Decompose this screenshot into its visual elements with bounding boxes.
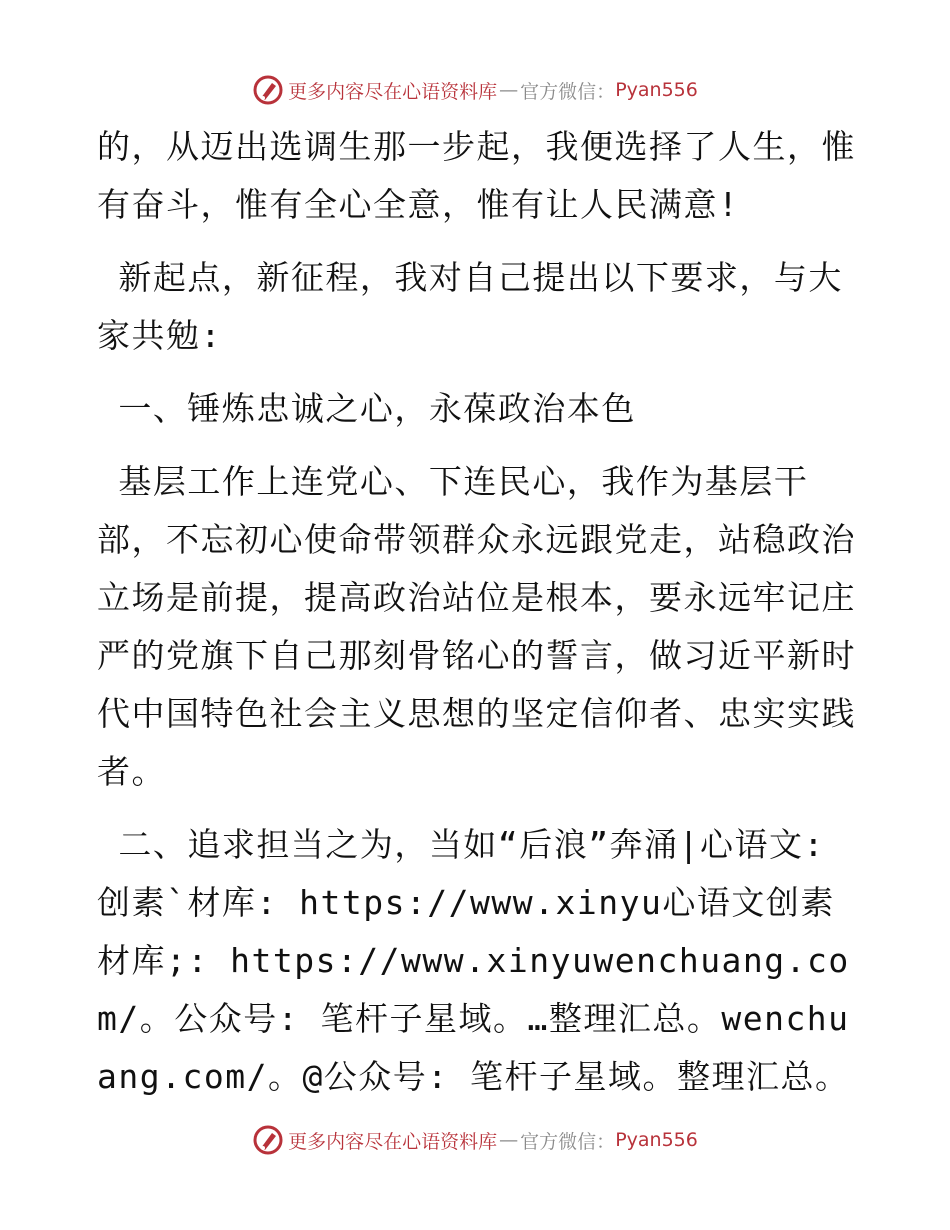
- header-watermark-banner: [0, 70, 950, 110]
- section-heading-1: 一、锤炼忠诚之心，永葆政治本色: [97, 389, 636, 428]
- footer-watermark-banner: [0, 1120, 950, 1160]
- banner-site-text: 更多内容尽在心语资料库: [288, 1130, 498, 1153]
- banner-site-text: 更多内容尽在心语资料库: [288, 80, 498, 103]
- document-body: [97, 118, 857, 1121]
- banner-wechat-id: Pyan556: [615, 79, 698, 101]
- pen-nib-logo-icon: [252, 74, 284, 106]
- section-heading-2: 二、追求担当之为，当如“后浪”奔涌|心语文:创素`材库: https://www.xinyu心语文创素材库;: https://www.xinyuwenchuang.com/。公众号: 笔杆子星域。…整理汇总。wenchuang.com/。@公众号: 笔杆子星域。整理汇总。: [97, 825, 850, 1096]
- banner-wechat-id: Pyan556: [615, 1129, 698, 1151]
- paragraph-2: 新起点，新征程，我对自己提出以下要求，与大家共勉:: [97, 258, 843, 355]
- banner-official-label: 官方微信：: [520, 1130, 616, 1153]
- banner-separator: —: [499, 1129, 519, 1151]
- paragraph-3: 基层工作上连党心、下连民心，我作为基层干部，不忘初心使命带领群众永远跟党走，站稳政治立场是前提，提高政治站位是根本，要永远牢记庄严的党旗下自己那刻骨铭心的誓言，做习近平新时代中国特色社会主义思想的坚定信仰者、忠实实践者。: [97, 462, 856, 791]
- banner-separator: —: [499, 79, 519, 101]
- paragraph-1: 的，从迈出选调生那一步起，我便选择了人生，惟有奋斗，惟有全心全意，惟有让人民满意!: [97, 127, 856, 224]
- pen-nib-logo-icon: [252, 1124, 284, 1156]
- banner-official-label: 官方微信：: [520, 80, 616, 103]
